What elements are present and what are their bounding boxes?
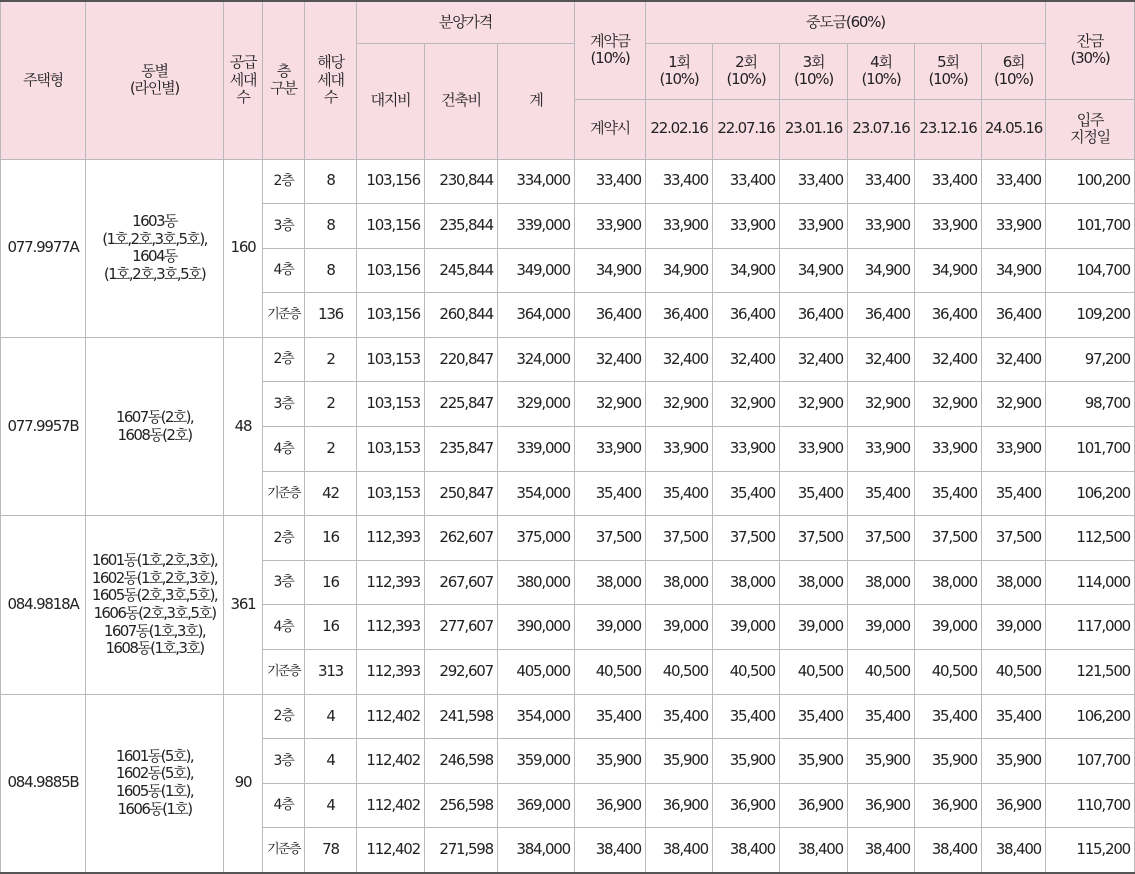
cell-contract: 33,900 [575,204,646,249]
cell-build: 225,847 [425,382,498,427]
cell-middle: 33,900 [646,204,713,249]
cell-land: 103,153 [357,471,425,516]
cell-total: 380,000 [498,560,575,605]
cell-middle: 32,900 [646,382,713,427]
cell-units: 78 [305,828,357,873]
cell-total: 334,000 [498,159,575,204]
cell-build: 271,598 [425,828,498,873]
cell-type: 077.9957B [1,337,86,515]
cell-middle: 33,900 [713,204,780,249]
cell-middle: 39,000 [713,605,780,650]
cell-balance: 115,200 [1046,828,1135,873]
cell-type: 077.9977A [1,159,86,337]
cell-middle: 35,400 [982,471,1046,516]
cell-land: 103,153 [357,382,425,427]
cell-middle: 34,900 [646,248,713,293]
cell-middle: 33,900 [780,427,848,472]
cell-balance: 106,200 [1046,471,1135,516]
cell-middle: 37,500 [982,516,1046,561]
dong-line: 1604동 [132,247,177,266]
cell-build: 241,598 [425,694,498,739]
cell-middle: 33,900 [848,427,915,472]
cell-dong [86,337,224,515]
header-installment-date: 23.12.16 [915,99,982,159]
header-installment: 2회 (10%) [713,43,780,99]
cell-contract: 33,900 [575,427,646,472]
cell-floor: 4층 [263,427,305,472]
cell-balance: 100,200 [1046,159,1135,204]
cell-middle: 35,900 [646,739,713,784]
cell-middle: 34,900 [848,248,915,293]
cell-contract: 35,400 [575,694,646,739]
cell-total: 369,000 [498,783,575,828]
cell-balance: 109,200 [1046,293,1135,338]
cell-build: 260,844 [425,293,498,338]
cell-middle: 32,400 [982,337,1046,382]
header-contract-when: 계약시 [575,99,646,159]
header-contract: 계약금 (10%) [575,1,646,99]
cell-units: 313 [305,650,357,695]
dong-line: (1호,2호,3호,5호) [103,264,206,283]
cell-units: 8 [305,159,357,204]
cell-build: 262,607 [425,516,498,561]
cell-units: 8 [305,248,357,293]
cell-total: 329,000 [498,382,575,427]
cell-middle: 35,900 [982,739,1046,784]
cell-floor: 기준층 [263,828,305,873]
cell-supply: 90 [224,694,263,872]
cell-contract: 39,000 [575,605,646,650]
table-row [1,516,1135,561]
cell-middle: 38,000 [646,560,713,605]
header-price: 분양가격 [357,1,575,43]
cell-balance: 104,700 [1046,248,1135,293]
cell-middle: 32,900 [713,382,780,427]
cell-middle: 34,900 [780,248,848,293]
cell-middle: 37,500 [646,516,713,561]
cell-balance: 97,200 [1046,337,1135,382]
header-land: 대지비 [357,43,425,159]
dong-line: 1608동(1호,3호) [105,639,204,658]
cell-build: 235,847 [425,427,498,472]
table-header [1,1,1135,159]
cell-middle: 33,400 [915,159,982,204]
cell-middle: 39,000 [646,605,713,650]
cell-floor: 3층 [263,739,305,784]
cell-total: 359,000 [498,739,575,784]
cell-total: 324,000 [498,337,575,382]
cell-middle: 38,400 [713,828,780,873]
cell-total: 349,000 [498,248,575,293]
cell-middle: 33,400 [848,159,915,204]
cell-dong [86,159,224,337]
cell-floor: 2층 [263,516,305,561]
header-installment: 5회 (10%) [915,43,982,99]
dong-line: 1608동(2호) [117,425,192,444]
cell-middle: 33,400 [713,159,780,204]
cell-type: 084.9818A [1,516,86,694]
cell-middle: 34,900 [713,248,780,293]
cell-build: 292,607 [425,650,498,695]
cell-middle: 40,500 [713,650,780,695]
cell-middle: 32,400 [713,337,780,382]
cell-middle: 40,500 [646,650,713,695]
cell-middle: 33,400 [982,159,1046,204]
cell-middle: 38,400 [982,828,1046,873]
cell-build: 267,607 [425,560,498,605]
cell-middle: 40,500 [915,650,982,695]
cell-balance: 117,000 [1046,605,1135,650]
cell-middle: 33,900 [915,427,982,472]
cell-land: 112,393 [357,605,425,650]
cell-units: 16 [305,560,357,605]
cell-middle: 35,400 [982,694,1046,739]
cell-middle: 35,400 [713,471,780,516]
cell-middle: 35,900 [713,739,780,784]
cell-units: 8 [305,204,357,249]
cell-units: 4 [305,739,357,784]
cell-middle: 36,900 [982,783,1046,828]
cell-floor: 2층 [263,159,305,204]
header-floor: 층 구분 [263,1,305,159]
table-row [1,337,1135,382]
cell-middle: 36,900 [848,783,915,828]
cell-total: 405,000 [498,650,575,695]
cell-middle: 37,500 [713,516,780,561]
dong-line: 1606동(2호,3호,5호) [93,603,216,622]
cell-middle: 38,000 [848,560,915,605]
cell-middle: 35,400 [780,471,848,516]
cell-contract: 32,400 [575,337,646,382]
cell-middle: 32,900 [982,382,1046,427]
cell-middle: 35,400 [848,694,915,739]
cell-total: 339,000 [498,427,575,472]
cell-total: 375,000 [498,516,575,561]
cell-units: 2 [305,427,357,472]
cell-middle: 32,400 [915,337,982,382]
cell-land: 103,153 [357,337,425,382]
cell-middle: 35,400 [780,694,848,739]
cell-total: 384,000 [498,828,575,873]
cell-build: 256,598 [425,783,498,828]
cell-middle: 35,400 [646,471,713,516]
header-installment-date: 23.01.16 [780,99,848,159]
cell-middle: 35,400 [915,471,982,516]
cell-middle: 34,900 [915,248,982,293]
cell-land: 103,156 [357,159,425,204]
cell-floor: 기준층 [263,650,305,695]
cell-balance: 110,700 [1046,783,1135,828]
cell-floor: 3층 [263,560,305,605]
dong-line: (1호,2호,3호,5호), [102,229,207,248]
cell-middle: 32,900 [848,382,915,427]
cell-floor: 3층 [263,382,305,427]
cell-middle: 38,000 [713,560,780,605]
cell-balance: 101,700 [1046,204,1135,249]
dong-line: 1603동 [132,211,177,230]
cell-middle: 33,900 [780,204,848,249]
cell-balance: 98,700 [1046,382,1135,427]
header-units: 해당 세대 수 [305,1,357,159]
cell-floor: 4층 [263,248,305,293]
cell-units: 136 [305,293,357,338]
cell-land: 103,156 [357,248,425,293]
cell-middle: 39,000 [915,605,982,650]
cell-middle: 32,900 [780,382,848,427]
cell-build: 250,847 [425,471,498,516]
header-type: 주택형 [1,1,86,159]
cell-middle: 32,400 [848,337,915,382]
cell-middle: 32,400 [780,337,848,382]
cell-type: 084.9885B [1,694,86,872]
cell-middle: 36,900 [646,783,713,828]
dong-line: 1602동(5호), [115,764,194,783]
header-installment-date: 23.07.16 [848,99,915,159]
cell-total: 354,000 [498,694,575,739]
header-balance: 잔금 (30%) [1046,1,1135,99]
cell-middle: 33,900 [713,427,780,472]
cell-contract: 38,400 [575,828,646,873]
cell-land: 112,402 [357,694,425,739]
cell-contract: 36,400 [575,293,646,338]
cell-contract: 33,400 [575,159,646,204]
cell-middle: 33,400 [646,159,713,204]
cell-dong [86,516,224,694]
cell-units: 16 [305,516,357,561]
cell-middle: 38,000 [915,560,982,605]
header-installment-date: 22.02.16 [646,99,713,159]
dong-line: 1601동(5호), [115,746,194,765]
cell-balance: 112,500 [1046,516,1135,561]
cell-contract: 36,900 [575,783,646,828]
cell-middle: 35,400 [646,694,713,739]
cell-balance: 106,200 [1046,694,1135,739]
cell-middle: 35,900 [848,739,915,784]
cell-middle: 33,900 [982,204,1046,249]
header-installment: 4회 (10%) [848,43,915,99]
cell-middle: 36,400 [848,293,915,338]
cell-units: 16 [305,605,357,650]
table-row [1,159,1135,204]
cell-middle: 39,000 [848,605,915,650]
cell-land: 112,393 [357,516,425,561]
cell-middle: 34,900 [982,248,1046,293]
cell-middle: 37,500 [780,516,848,561]
cell-middle: 35,400 [713,694,780,739]
cell-supply: 160 [224,159,263,337]
cell-middle: 33,900 [982,427,1046,472]
header-installment-date: 22.07.16 [713,99,780,159]
cell-middle: 36,400 [982,293,1046,338]
cell-land: 112,402 [357,739,425,784]
dong-line: 1605동(1호), [115,782,194,801]
cell-floor: 4층 [263,605,305,650]
cell-floor: 2층 [263,337,305,382]
cell-contract: 35,400 [575,471,646,516]
cell-middle: 33,900 [646,427,713,472]
cell-middle: 35,900 [915,739,982,784]
cell-middle: 37,500 [915,516,982,561]
cell-middle: 33,900 [848,204,915,249]
cell-middle: 36,400 [713,293,780,338]
cell-total: 339,000 [498,204,575,249]
header-installment: 1회 (10%) [646,43,713,99]
cell-middle: 36,900 [713,783,780,828]
cell-middle: 33,400 [780,159,848,204]
cell-contract: 34,900 [575,248,646,293]
dong-line: 1606동(1호) [117,799,192,818]
cell-floor: 2층 [263,694,305,739]
cell-middle: 39,000 [780,605,848,650]
cell-contract: 37,500 [575,516,646,561]
dong-line: 1602동(1호,2호,3호), [91,568,218,587]
cell-land: 103,153 [357,427,425,472]
cell-land: 112,402 [357,783,425,828]
cell-land: 103,156 [357,293,425,338]
header-balance-when: 입주 지정일 [1046,99,1135,159]
cell-middle: 38,400 [780,828,848,873]
cell-build: 277,607 [425,605,498,650]
cell-balance: 101,700 [1046,427,1135,472]
cell-middle: 36,400 [780,293,848,338]
cell-contract: 32,900 [575,382,646,427]
table-row [1,694,1135,739]
cell-land: 103,156 [357,204,425,249]
cell-middle: 39,000 [982,605,1046,650]
cell-build: 245,844 [425,248,498,293]
header-total: 계 [498,43,575,159]
cell-contract: 40,500 [575,650,646,695]
table-body [1,159,1135,873]
dong-line: 1607동(1호,3호), [103,621,206,640]
header-middle: 중도금(60%) [646,1,1046,43]
cell-middle: 36,900 [780,783,848,828]
cell-middle: 36,400 [915,293,982,338]
cell-balance: 114,000 [1046,560,1135,605]
cell-land: 112,393 [357,650,425,695]
cell-middle: 40,500 [982,650,1046,695]
header-build: 건축비 [425,43,498,159]
cell-land: 112,393 [357,560,425,605]
cell-floor: 3층 [263,204,305,249]
cell-middle: 40,500 [848,650,915,695]
cell-middle: 38,000 [982,560,1046,605]
cell-contract: 38,000 [575,560,646,605]
cell-middle: 38,400 [646,828,713,873]
cell-land: 112,402 [357,828,425,873]
cell-dong [86,694,224,872]
cell-floor: 기준층 [263,471,305,516]
cell-total: 354,000 [498,471,575,516]
cell-build: 246,598 [425,739,498,784]
cell-contract: 35,900 [575,739,646,784]
cell-units: 42 [305,471,357,516]
header-installment: 6회 (10%) [982,43,1046,99]
cell-middle: 38,400 [848,828,915,873]
cell-supply: 48 [224,337,263,515]
cell-build: 230,844 [425,159,498,204]
cell-middle: 32,900 [915,382,982,427]
cell-floor: 기준층 [263,293,305,338]
cell-build: 220,847 [425,337,498,382]
cell-middle: 38,400 [915,828,982,873]
header-supply: 공급 세대 수 [224,1,263,159]
cell-middle: 38,000 [780,560,848,605]
cell-units: 2 [305,382,357,427]
cell-units: 4 [305,694,357,739]
cell-middle: 40,500 [780,650,848,695]
header-installment: 3회 (10%) [780,43,848,99]
header-dong: 동별 (라인별) [86,1,224,159]
cell-middle: 36,400 [646,293,713,338]
cell-units: 2 [305,337,357,382]
cell-middle: 35,400 [848,471,915,516]
cell-middle: 35,400 [915,694,982,739]
cell-balance: 107,700 [1046,739,1135,784]
cell-floor: 4층 [263,783,305,828]
cell-total: 390,000 [498,605,575,650]
cell-middle: 33,900 [915,204,982,249]
dong-line: 1607동(2호), [115,407,194,426]
header-installment-date: 24.05.16 [982,99,1046,159]
cell-supply: 361 [224,516,263,694]
dong-line: 1601동(1호,2호,3호), [91,550,218,569]
cell-units: 4 [305,783,357,828]
cell-balance: 121,500 [1046,650,1135,695]
cell-middle: 32,400 [646,337,713,382]
cell-total: 364,000 [498,293,575,338]
cell-middle: 37,500 [848,516,915,561]
dong-line: 1605동(2호,3호,5호), [91,586,218,605]
cell-middle: 36,900 [915,783,982,828]
cell-middle: 35,900 [780,739,848,784]
cell-build: 235,844 [425,204,498,249]
